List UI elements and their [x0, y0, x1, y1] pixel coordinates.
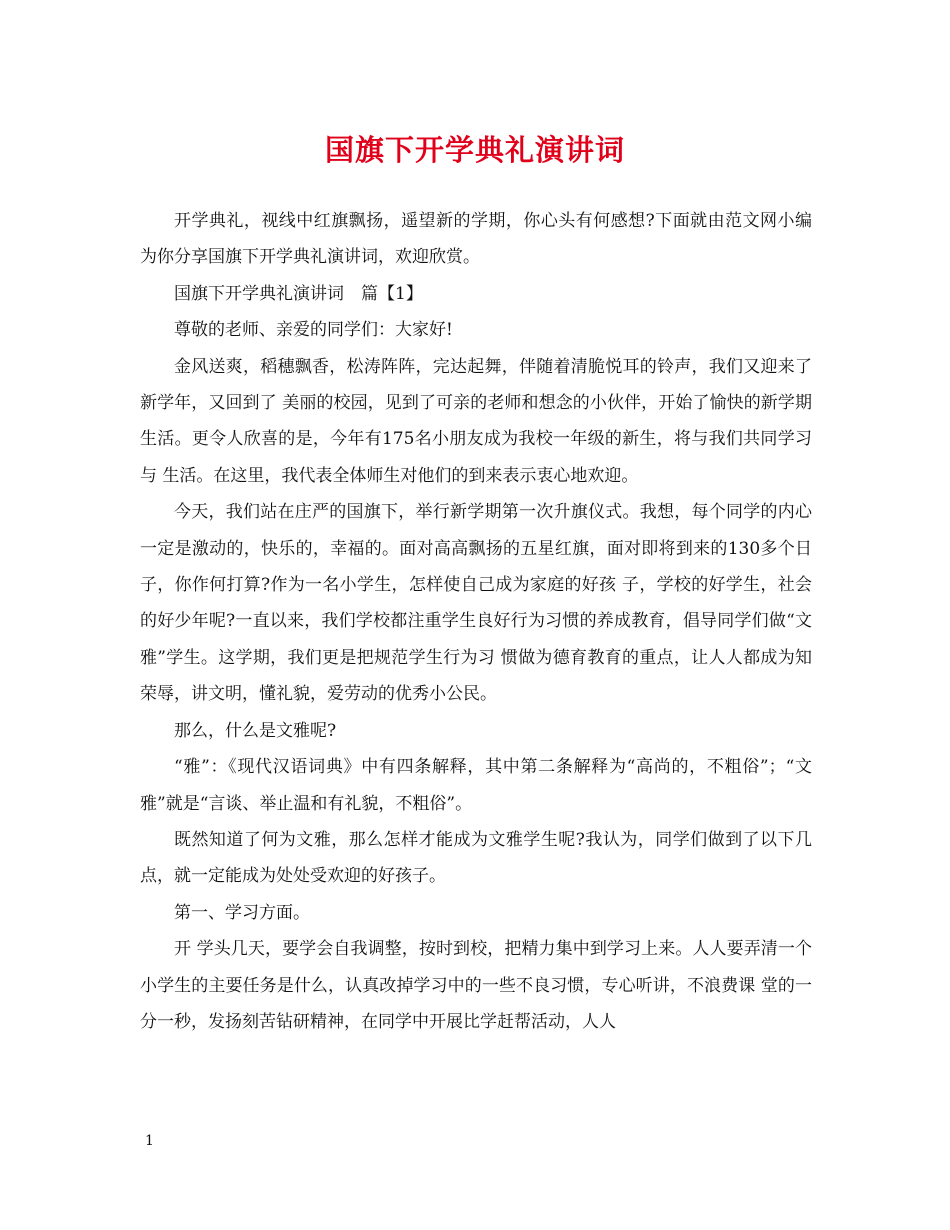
- body-paragraph: 开 学头几天，要学会自我调整，按时到校，把精力集中到学习上来。人人要弄清一个小学生的主要任务是什么，认真改掉学习中的一些不良习惯，专心听讲，不浪费课 堂的一分一秒，发扬刻苦钻研精神，在同学中开展比学赶帮活动，人人: [140, 939, 812, 1032]
- greeting-paragraph: 尊敬的老师、亲爱的同学们：大家好!: [174, 320, 453, 341]
- page-number: 1: [145, 1133, 154, 1149]
- body-paragraph: 既然知道了何为文雅，那么怎样才能成为文雅学生呢?我认为，同学们做到了以下几点，就一定能成为处处受欢迎的好孩子。: [140, 829, 812, 887]
- intro-paragraph: 开学典礼，视线中红旗飘扬，遥望新的学期，你心头有何感想?下面就由范文网小编为你分享国旗下开学典礼演讲词，欢迎欣赏。: [140, 211, 812, 268]
- body-paragraph: 今天，我们站在庄严的国旗下，举行新学期第一次升旗仪式。我想，每个同学的内心一定是激动的，快乐的，幸福的。面对高高飘扬的五星红旗，面对即将到来的130多个日子，你作何打算?作为一名小学生，怎样使自己成为家庭的好孩 子，学校的好学生，社会的好少年呢?一直以来，我们学校都注重学生良好行为习惯的养成教育，倡导同学们做“文雅”学生。这学期，我们更是把规范学生行为习 惯做为德育教育的重点，让人人都成为知荣辱，讲文明，懂礼貌，爱劳动的优秀小公民。: [140, 502, 812, 705]
- document-title: 国旗下开学典礼演讲词: [324, 133, 625, 167]
- document-body: [140, 203, 812, 1040]
- body-paragraph: 那么，什么是文雅呢?: [174, 720, 337, 741]
- body-paragraph: “雅”：《现代汉语词典》中有四条解释，其中第二条解释为“高尚的，不粗俗”；“文雅”就是“言谈、举止温和有礼貌，不粗俗”。: [140, 757, 812, 814]
- body-paragraph: 金风送爽，稻穗飘香，松涛阵阵，完达起舞，伴随着清脆悦耳的铃声，我们又迎来了新学年，又回到了 美丽的校园，见到了可亲的老师和想念的小伙伴，开始了愉快的新学期生活。更令人欣喜的是，今年有175名小朋友成为我校一年级的新生，将与我们共同学习与 生活。在这里，我代表全体师生对他们的到来表示衷心地欢迎。: [140, 356, 812, 486]
- section-heading: 国旗下开学典礼演讲词 篇【1】: [174, 283, 423, 304]
- subsection-heading: 第一、学习方面。: [174, 902, 310, 923]
